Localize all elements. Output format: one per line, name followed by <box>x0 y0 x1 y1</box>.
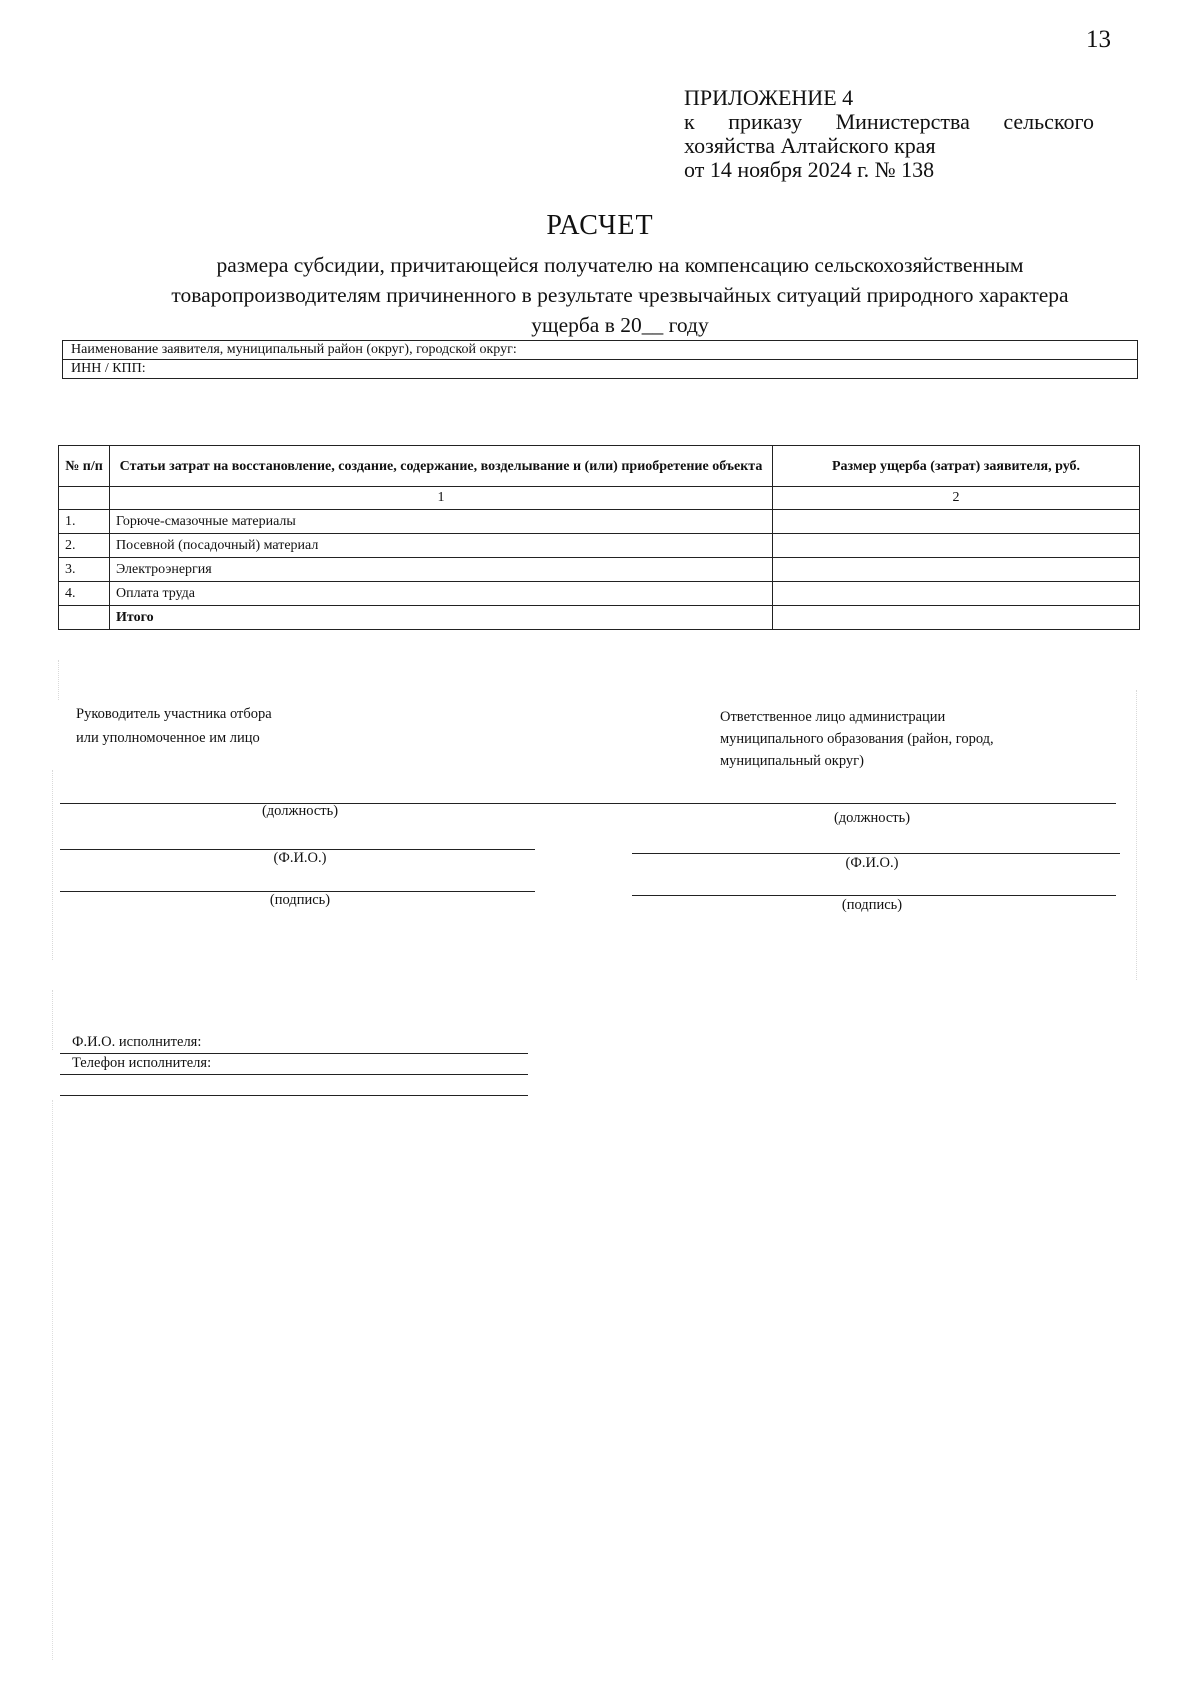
right-signatory-title <box>720 706 994 772</box>
applicant-info-table <box>62 340 1138 379</box>
left-name-caption: (Ф.И.О.) <box>273 850 327 866</box>
appendix-block <box>684 86 1094 182</box>
right-title-line-2: муниципального образования (район, город, <box>720 731 994 747</box>
index-amount: 2 <box>773 487 1140 510</box>
table-row <box>59 510 1140 534</box>
right-title-line-3: муниципальный округ) <box>720 753 864 769</box>
appendix-line-1: к приказу Министерства сельского <box>684 109 1094 134</box>
document-title: РАСЧЕТ <box>546 210 654 241</box>
applicant-row <box>63 341 1138 360</box>
header-amount: Размер ущерба (затрат) заявителя, руб. <box>773 446 1140 487</box>
row-amount[interactable] <box>773 558 1140 582</box>
row-amount[interactable] <box>773 510 1140 534</box>
appendix-title: ПРИЛОЖЕНИЕ 4 <box>684 85 854 110</box>
left-signature-caption: (подпись) <box>269 892 331 908</box>
total-row <box>59 606 1140 630</box>
total-label: Итого <box>110 606 773 630</box>
executor-name-label: Ф.И.О. исполнителя: <box>72 1034 202 1050</box>
row-num: 4. <box>59 582 110 606</box>
left-title-line-1: Руководитель участника отбора <box>76 706 272 722</box>
row-item: Горюче-смазочные материалы <box>110 510 773 534</box>
scan-artifact <box>52 770 143 960</box>
subtitle-line-2: товаропроизводителям причиненного в результате чрезвычайных ситуаций природного характера <box>171 283 1069 307</box>
inn-row <box>63 360 1138 379</box>
left-position-caption: (должность) <box>261 803 339 819</box>
applicant-label[interactable]: Наименование заявителя, муниципальный район (округ), городской округ: <box>63 341 1138 360</box>
table-row <box>59 582 1140 606</box>
inn-label[interactable]: ИНН / КПП: <box>63 360 1138 379</box>
table-header-row <box>59 446 1140 487</box>
document-subtitle <box>90 250 1150 340</box>
table-row <box>59 534 1140 558</box>
header-num: № п/п <box>59 446 110 487</box>
left-signatory-title <box>76 702 272 750</box>
executor-phone-line[interactable] <box>60 1074 528 1075</box>
right-signature-caption: (подпись) <box>841 897 903 913</box>
appendix-line-3: от 14 ноября 2024 г. № 138 <box>684 157 935 182</box>
scan-artifact <box>1136 690 1139 980</box>
subtitle-line-1: размера субсидии, причитающейся получателю на компенсацию сельскохозяйственным <box>216 253 1024 277</box>
appendix-line-2: хозяйства Алтайского края <box>684 133 936 158</box>
row-item: Оплата труда <box>110 582 773 606</box>
row-amount[interactable] <box>773 582 1140 606</box>
right-title-line-1: Ответственное лицо администрации <box>720 709 946 725</box>
header-item: Статьи затрат на восстановление, создание, содержание, возделывание и (или) приобретение объекта <box>110 446 773 487</box>
left-title-line-2: или уполномоченное им лицо <box>76 730 260 746</box>
column-index-row <box>59 487 1140 510</box>
right-position-caption: (должность) <box>833 810 911 826</box>
row-amount[interactable] <box>773 534 1140 558</box>
row-num: 1. <box>59 510 110 534</box>
row-num: 2. <box>59 534 110 558</box>
page-number: 13 <box>1086 26 1111 53</box>
executor-bottom-line <box>60 1095 528 1096</box>
scan-artifact <box>58 660 149 700</box>
row-item: Электроэнергия <box>110 558 773 582</box>
index-num-cell <box>59 487 110 510</box>
scan-artifact <box>52 1100 143 1660</box>
total-amount[interactable] <box>773 606 1140 630</box>
right-name-caption: (Ф.И.О.) <box>845 855 899 871</box>
right-signature-line[interactable] <box>632 895 1116 896</box>
executor-phone-label: Телефон исполнителя: <box>72 1055 212 1071</box>
damage-calculation-table <box>58 445 1140 630</box>
total-num-cell <box>59 606 110 630</box>
executor-name-line[interactable] <box>60 1053 528 1054</box>
right-name-line[interactable] <box>632 853 1120 854</box>
index-item: 1 <box>110 487 773 510</box>
subtitle-line-3: ущерба в 20__ году <box>531 313 709 337</box>
table-row <box>59 558 1140 582</box>
row-num: 3. <box>59 558 110 582</box>
row-item: Посевной (посадочный) материал <box>110 534 773 558</box>
